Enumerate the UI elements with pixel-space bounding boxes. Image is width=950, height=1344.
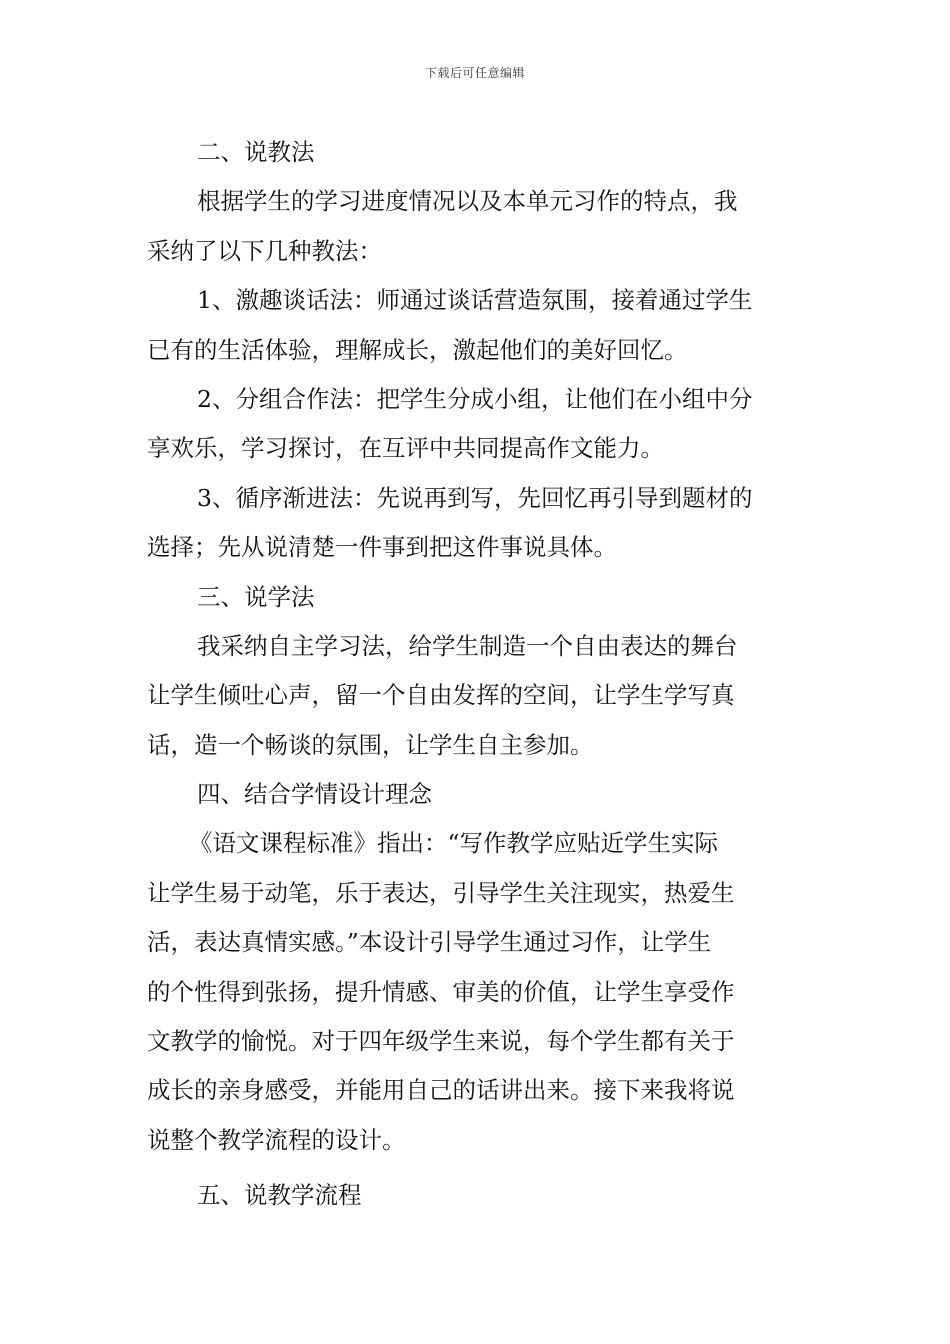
paragraph-line: 让学生倾吐心声，留一个自由发挥的空间，让学生学写真 [147,681,735,710]
paragraph-line: 2、分组合作法：把学生分成小组，让他们在小组中分 [197,384,753,413]
paragraph-line: 活，表达真情实感。”本设计引导学生通过习作，让学生 [147,928,712,957]
paragraph-line: 1、激趣谈话法：师通过谈话营造氛围，接着通过学生 [197,286,753,315]
section-heading-learning-methods: 三、说学法 [197,582,315,611]
paragraph-line: 享欢乐，学习探讨，在互评中共同提高作文能力。 [147,434,664,463]
paragraph-line: 的个性得到张扬，提升情感、审美的价值，让学生享受作 [147,977,735,1006]
paragraph-line: 选择；先从说清楚一件事到把这件事说具体。 [147,533,617,562]
section-heading-design-concept: 四、结合学情设计理念 [197,780,432,809]
paragraph-line: 说整个教学流程的设计。 [147,1125,406,1154]
paragraph-line: 采纳了以下几种教法： [147,236,382,265]
paragraph-line: 根据学生的学习进度情况以及本单元习作的特点，我 [197,187,738,216]
section-heading-teaching-process: 五、说教学流程 [197,1181,362,1210]
document-body [147,128,809,1221]
paragraph-line: 我采纳自主学习法，给学生制造一个自由表达的舞台 [197,631,738,660]
page-header: 下载后可任意编辑 [424,66,525,80]
section-heading-teaching-methods: 二、说教法 [197,138,315,166]
paragraph-line: 话，造一个畅谈的氛围，让学生自主参加。 [147,730,594,759]
paragraph-line: 成长的亲身感受，并能用自己的话讲出来。接下来我将说 [147,1076,735,1105]
paragraph-line: 3、循序渐进法：先说再到写，先回忆再引导到题材的 [197,483,753,512]
paragraph-line: 已有的生活体验，理解成长，激起他们的美好回忆。 [147,335,688,364]
paragraph-line: 《语文课程标准》指出：“写作教学应贴近学生实际 [189,829,719,858]
paragraph-line: 让学生易于动笔，乐于表达，引导学生关注现实，热爱生 [147,878,735,907]
paragraph-line: 文教学的愉悦。对于四年级学生来说，每个学生都有关于 [147,1027,735,1056]
